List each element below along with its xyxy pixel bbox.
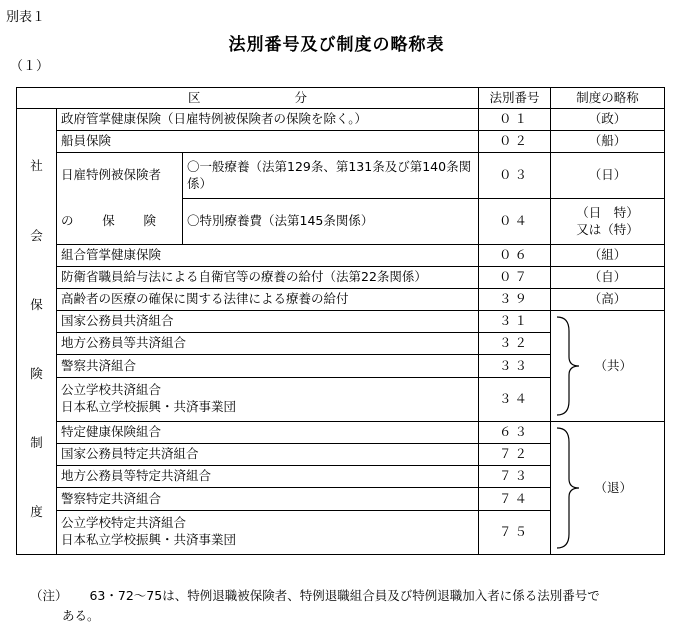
row-abbr-kyo: （共） xyxy=(591,311,665,422)
header-kubun-right: 分 xyxy=(294,89,307,105)
row-sub-label: 〇特別療養費（法第145条関係） xyxy=(183,199,479,245)
table-row xyxy=(17,109,665,131)
group-char: の xyxy=(61,212,74,228)
row-abbr: （自） xyxy=(551,267,665,289)
header-abbr: 制度の略称 xyxy=(551,88,665,109)
row-number: ７５ xyxy=(479,510,551,554)
side-char: 会 xyxy=(30,227,43,243)
table-row xyxy=(17,289,665,311)
row-label: 地方公務員等共済組合 xyxy=(57,333,479,355)
row-label: 特定健康保険組合 xyxy=(57,422,479,444)
row-abbr: （政） xyxy=(551,109,665,131)
section-label: （１） xyxy=(10,59,50,74)
row-abbr xyxy=(551,199,665,245)
note-line-1 xyxy=(30,586,600,604)
label-line: 日本私立学校振興・共済事業団 xyxy=(61,532,237,548)
right-brace-icon xyxy=(551,422,591,554)
tai-brace-cell xyxy=(551,422,591,555)
row-number: ０４ xyxy=(479,199,551,245)
row-label: 警察特定共済組合 xyxy=(57,488,479,510)
header-kubun-left: 区 xyxy=(187,89,201,105)
row-number: ７２ xyxy=(479,444,551,466)
abbr-line: 又は（特） xyxy=(576,221,639,237)
note-marker: （注） xyxy=(30,588,68,603)
table-row xyxy=(17,199,665,245)
row-number: ０１ xyxy=(479,109,551,131)
label-line: 日本私立学校振興・共済事業団 xyxy=(61,399,237,415)
row-label: 防衛省職員給与法による自衛官等の療養の給付（法第22条関係） xyxy=(57,267,479,289)
abbr-line: （日 特） xyxy=(576,204,639,220)
side-char: 社 xyxy=(30,157,43,173)
row-number: ３１ xyxy=(479,311,551,333)
row-number: ３４ xyxy=(479,377,551,421)
table-row xyxy=(17,422,665,444)
header-number: 法別番号 xyxy=(479,88,551,109)
row-label xyxy=(57,510,479,554)
side-char: 険 xyxy=(30,365,43,381)
kyo-brace-cell xyxy=(551,311,591,422)
side-char: 制 xyxy=(30,434,43,450)
group-label-bottom xyxy=(57,199,183,245)
note-line-2: ある。 xyxy=(62,608,100,623)
row-label: 船員保険 xyxy=(57,131,479,153)
row-number: ０６ xyxy=(479,245,551,267)
row-abbr: （組） xyxy=(551,245,665,267)
row-number: ３９ xyxy=(479,289,551,311)
row-label: 国家公務員特定共済組合 xyxy=(57,444,479,466)
row-abbr: （船） xyxy=(551,131,665,153)
row-abbr: （日） xyxy=(551,153,665,199)
row-number: ０２ xyxy=(479,131,551,153)
label-line: 公立学校共済組合 xyxy=(61,382,162,398)
row-abbr-tai: （退） xyxy=(591,422,665,555)
side-char: 保 xyxy=(30,296,43,312)
table-row xyxy=(17,245,665,267)
group-char: 保 xyxy=(102,212,115,228)
table-row xyxy=(17,311,665,333)
row-label: 国家公務員共済組合 xyxy=(57,311,479,333)
abbreviation-table xyxy=(16,87,665,555)
row-label: 高齢者の医療の確保に関する法律による療養の給付 xyxy=(57,289,479,311)
row-label: 地方公務員等特定共済組合 xyxy=(57,466,479,488)
table-row xyxy=(17,131,665,153)
group-label-top: 日雇特例被保険者 xyxy=(57,153,183,199)
row-label: 警察共済組合 xyxy=(57,355,479,377)
table-row xyxy=(17,267,665,289)
page-title: 法別番号及び制度の略称表 xyxy=(228,35,445,55)
note-text: 63・72～75は、特例退職被保険者、特例退職組合員及び特例退職加入者に係る法別番号で xyxy=(89,588,600,603)
row-number: ３３ xyxy=(479,355,551,377)
row-number: ７３ xyxy=(479,466,551,488)
row-number: ０３ xyxy=(479,153,551,199)
side-label xyxy=(17,109,57,555)
row-number: ７４ xyxy=(479,488,551,510)
row-abbr: （高） xyxy=(551,289,665,311)
group-char: 険 xyxy=(143,212,156,228)
header-row xyxy=(17,88,665,109)
header-kubun xyxy=(17,88,479,109)
table-row xyxy=(17,153,665,199)
annex-label: 別表１ xyxy=(6,10,46,25)
row-number: ３２ xyxy=(479,333,551,355)
row-number: ６３ xyxy=(479,422,551,444)
row-label: 政府管掌健康保険（日雇特例被保険者の保険を除く。） xyxy=(57,109,479,131)
row-number: ０７ xyxy=(479,267,551,289)
label-line: 公立学校特定共済組合 xyxy=(61,515,187,531)
row-label xyxy=(57,377,479,421)
side-char: 度 xyxy=(30,503,43,519)
right-brace-icon xyxy=(551,311,591,421)
row-label: 組合管掌健康保険 xyxy=(57,245,479,267)
row-sub-label: 〇一般療養（法第129条、第131条及び第140条関係） xyxy=(183,153,479,199)
